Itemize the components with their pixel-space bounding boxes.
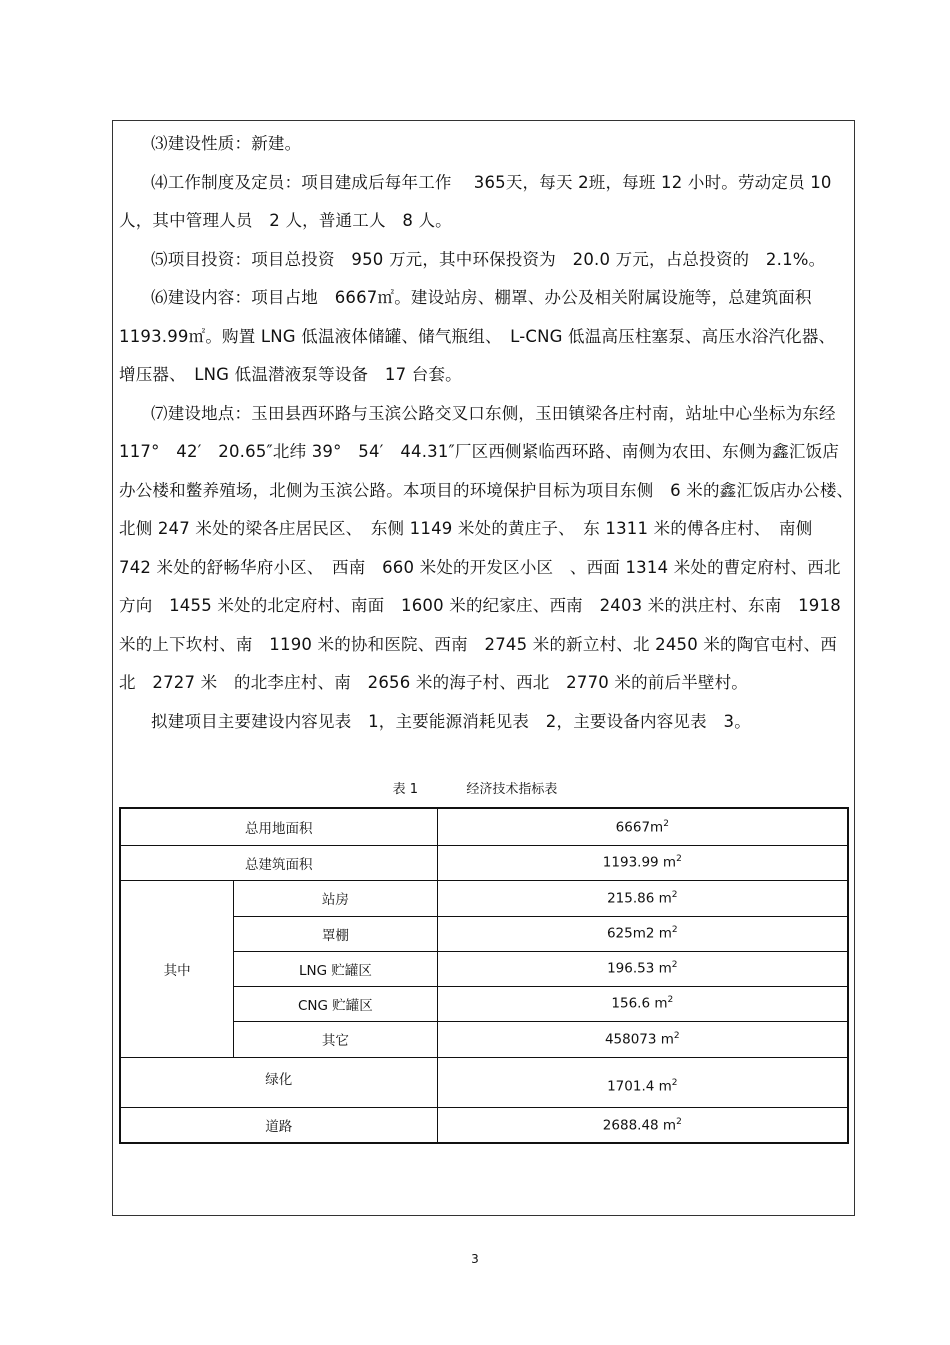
road-value: 2688.48 $m^2$ (437, 1107, 848, 1143)
sub-row-value: 215.86 $m^2$ (437, 880, 848, 916)
sub-row-value: 156.6 $m^2$ (437, 986, 848, 1021)
sub-row-label: 其它 (234, 1021, 437, 1057)
total-land-label: 总用地面积 (120, 808, 437, 845)
green-value: 1701.4 $m^2$ (437, 1057, 848, 1107)
table-row (120, 1057, 848, 1107)
table-row (120, 1107, 848, 1143)
total-building-value: 1193.99 $m^2$ (437, 845, 848, 880)
table-caption (0, 778, 950, 797)
sub-row-label: 站房 (234, 880, 437, 916)
group-label: 其中 (120, 880, 234, 1057)
page-number: 3 (471, 1252, 479, 1266)
sub-row-label: CNG 贮罐区 (234, 986, 437, 1021)
paragraph-table-reference: 拟建项目主要建设内容见表 1，主要能源消耗见表 2，主要设备内容见表 3。 (151, 711, 751, 731)
table-caption-title: 经济技术指标表 (466, 782, 558, 797)
table-row (120, 808, 848, 845)
paragraph-nature: ⑶建设性质：新建。 (151, 134, 302, 153)
table-caption-number: 表 1 (392, 782, 419, 797)
green-label: 绿化 (120, 1057, 437, 1107)
sub-row-label: LNG 贮罐区 (234, 951, 437, 986)
sub-row-value: 196.53 $m^2$ (437, 951, 848, 986)
table-row (120, 880, 848, 916)
body-text (119, 125, 862, 741)
sub-row-value: 625m2 $m^2$ (437, 916, 848, 951)
sub-row-label: 罩棚 (234, 916, 437, 951)
paragraph-location: ⑺建设地点：玉田县西环路与玉滨公路交叉口东侧，玉田镇梁各庄村南，站址中心坐标为东经 117° 42′ 20.65″北纬 39° 54′ 44.31″厂区西侧紧临西环路、南侧为农田、东侧为鑫汇饭店办公楼和鳖养殖场，北侧为玉滨公路。本项目的环境保护目标为项目东侧 6 米的鑫汇饭店办公楼、 北侧 247 米处的梁各庄居民区、 东侧 1149 米处的黄庄子、 东 1311 米的傅各庄村、 南侧 742 米处的舒畅华府小区、 西南 660 米处的开发区小区 、西面 1314 米处的曹定府村、西北方向 1455 米处的北定府村、南面 1600 米的纪家庄、西南 2403 米的洪庄村、东南 1918 米的上下坎村、南 1190 米的协和医院、西南 2745 米的新立村、北 2450 米的陶官屯村、西北 2727 米 的北李庄村、南 2656 米的海子村、西北 2770 米的前后半壁村。 (119, 403, 862, 692)
total-land-value: $6667m^2$ (437, 808, 848, 845)
paragraph-staffing: ⑷工作制度及定员：项目建成后每年工作 365天，每天 2班，每班 12 小时。劳动定员 10 人，其中管理人员 2 人，普通工人 8 人。 (119, 172, 832, 230)
indicator-table (119, 807, 849, 1144)
road-label: 道路 (120, 1107, 437, 1143)
sub-row-value: 458073 $m^2$ (437, 1021, 848, 1057)
paragraph-construction: ⑹建设内容：项目占地 6667㎡。建设站房、棚罩、办公及相关附属设施等，总建筑面积 1193.99㎡。购置 LNG 低温液体储罐、储气瓶组、 L-CNG 低温高压柱塞泵、高压水浴汽化器、增压器、 LNG 低温潜液泵等设备 17 台套。 (119, 288, 836, 384)
paragraph-investment: ⑸项目投资：项目总投资 950 万元，其中环保投资为 20.0 万元，占总投资的 2.1%。 (151, 249, 826, 269)
total-building-label: 总建筑面积 (120, 845, 437, 880)
table-row (120, 845, 848, 880)
